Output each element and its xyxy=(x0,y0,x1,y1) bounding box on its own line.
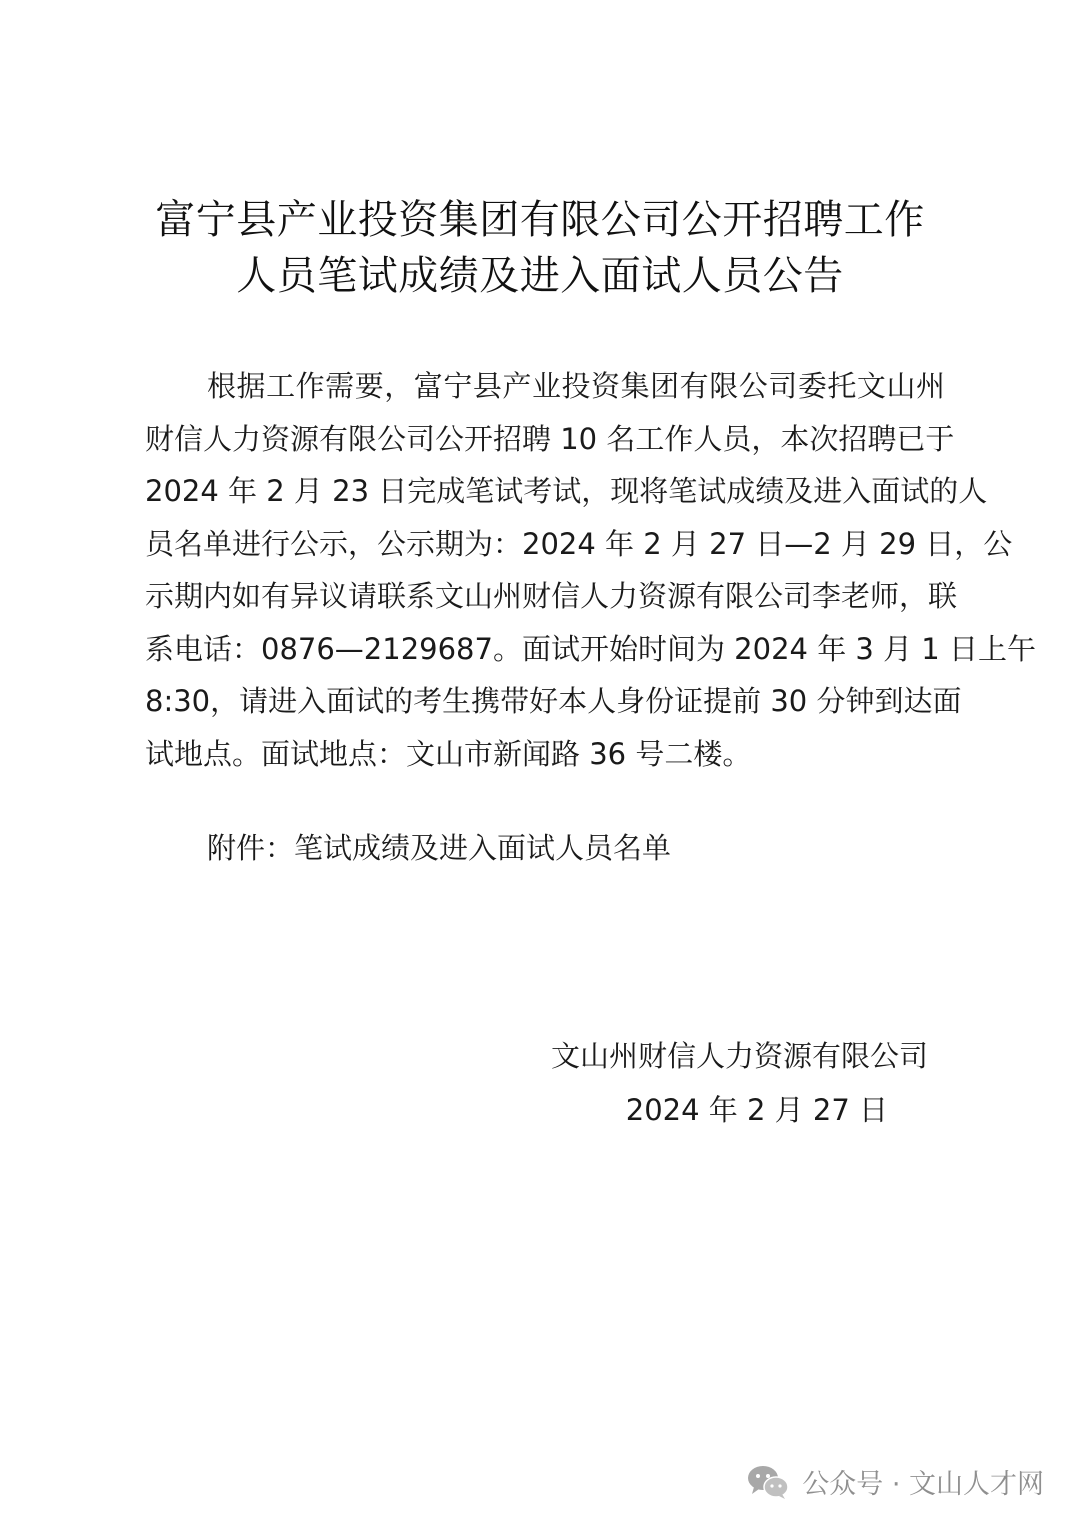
body-line: 财信人力资源有限公司公开招聘 10 名工作人员，本次招聘已于 xyxy=(145,421,955,456)
body-line: 示期内如有异议请联系文山州财信人力资源有限公司李老师，联 xyxy=(145,579,958,613)
body-line: 2024 年 2 月 23 日完成笔试考试，现将笔试成绩及进入面试的人 xyxy=(145,474,988,508)
title-line-1: 富宁县产业投资集团有限公司公开招聘工作 xyxy=(155,197,925,243)
watermark xyxy=(746,1462,1044,1501)
signature-date: 2024 年 2 月 27 日 xyxy=(625,1093,888,1127)
body-line: 根据工作需要，富宁县产业投资集团有限公司委托文山州 xyxy=(207,369,945,403)
body-line: 系电话：0876—2129687。面试开始时间为 2024 年 3 月 1 日上午 xyxy=(145,631,1036,666)
body-line: 试地点。面试地点：文山市新闻路 36 号二楼。 xyxy=(145,736,752,771)
body-paragraph xyxy=(145,360,1036,780)
body-line: 8:30，请进入面试的考生携带好本人身份证提前 30 分钟到达面 xyxy=(145,684,962,718)
signature-organization: 文山州财信人力资源有限公司 xyxy=(550,1039,928,1073)
attachment-note: 附件：笔试成绩及进入面试人员名单 xyxy=(207,831,672,865)
wechat-icon xyxy=(746,1463,790,1501)
document-title xyxy=(100,192,980,304)
watermark-text: 公众号 · 文山人才网 xyxy=(802,1469,1044,1500)
body-line: 员名单进行公示，公示期为：2024 年 2 月 27 日—2 月 29 日，公 xyxy=(145,526,1013,561)
title-line-2: 人员笔试成绩及进入面试人员公告 xyxy=(236,253,844,299)
